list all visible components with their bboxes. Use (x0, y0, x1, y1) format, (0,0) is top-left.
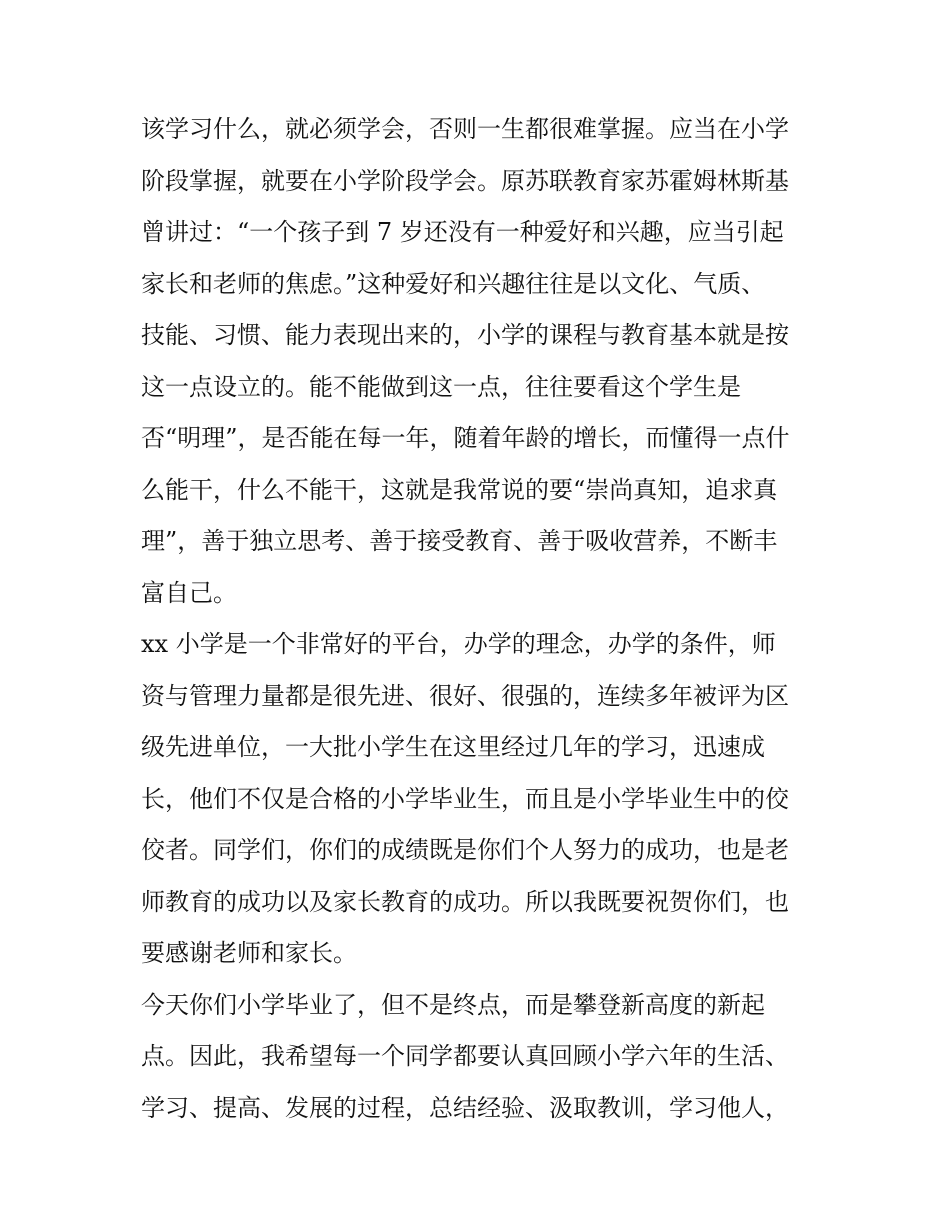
text-line: 理”，善于独立思考、善于接受教育、善于吸收营养，不断丰 (141, 527, 778, 555)
text-line: 师教育的成功以及家长教育的成功。所以我既要祝贺你们，也 (141, 887, 789, 916)
paragraph-2 (141, 619, 813, 980)
text-line: 阶段掌握，就要在小学阶段学会。原苏联教育家苏霍姆林斯基 (141, 166, 789, 195)
text-line: xx 小学是一个非常好的平台，办学的理念，办学的条件，师 (141, 630, 776, 658)
text-line: 曾讲过：“一个孩子到 7 岁还没有一种爱好和兴趣，应当引起 (141, 218, 784, 246)
document-body (141, 104, 813, 1134)
text-line: 佼者。同学们，你们的成绩既是你们个人努力的成功，也是老 (141, 836, 789, 864)
text-line: 学习、提高、发展的过程，总结经验、汲取教训，学习他人， (141, 1093, 789, 1122)
paragraph-3 (141, 980, 813, 1135)
paragraph-1 (141, 104, 813, 619)
text-line: 该学习什么，就必须学会，否则一生都很难掌握。应当在小学 (141, 115, 789, 143)
text-line: 今天你们小学毕业了，但不是终点，而是攀登新高度的新起 (141, 990, 765, 1019)
text-line: 要感谢老师和家长。 (141, 939, 357, 967)
text-line: 技能、习惯、能力表现出来的，小学的课程与教育基本就是按 (141, 321, 789, 349)
text-line: 级先进单位，一大批小学生在这里经过几年的学习，迅速成 (141, 733, 765, 761)
text-line: 点。因此，我希望每一个同学都要认真回顾小学六年的生活、 (141, 1042, 789, 1070)
text-line: 么能干，什么不能干，这就是我常说的要“崇尚真知，追求真 (141, 475, 778, 504)
text-line: 富自己。 (141, 578, 237, 607)
text-line: 否“明理”，是否能在每一年，随着年龄的增长，而懂得一点什 (141, 424, 790, 452)
text-line: 这一点设立的。能不能做到这一点，往往要看这个学生是 (141, 372, 741, 401)
text-line: 资与管理力量都是很先进、很好、很强的，连续多年被评为区 (141, 681, 789, 710)
text-line: 长，他们不仅是合格的小学毕业生，而且是小学毕业生中的佼 (141, 784, 789, 813)
text-line: 家长和老师的焦虑。”这种爱好和兴趣往往是以文化、气质、 (141, 269, 766, 298)
